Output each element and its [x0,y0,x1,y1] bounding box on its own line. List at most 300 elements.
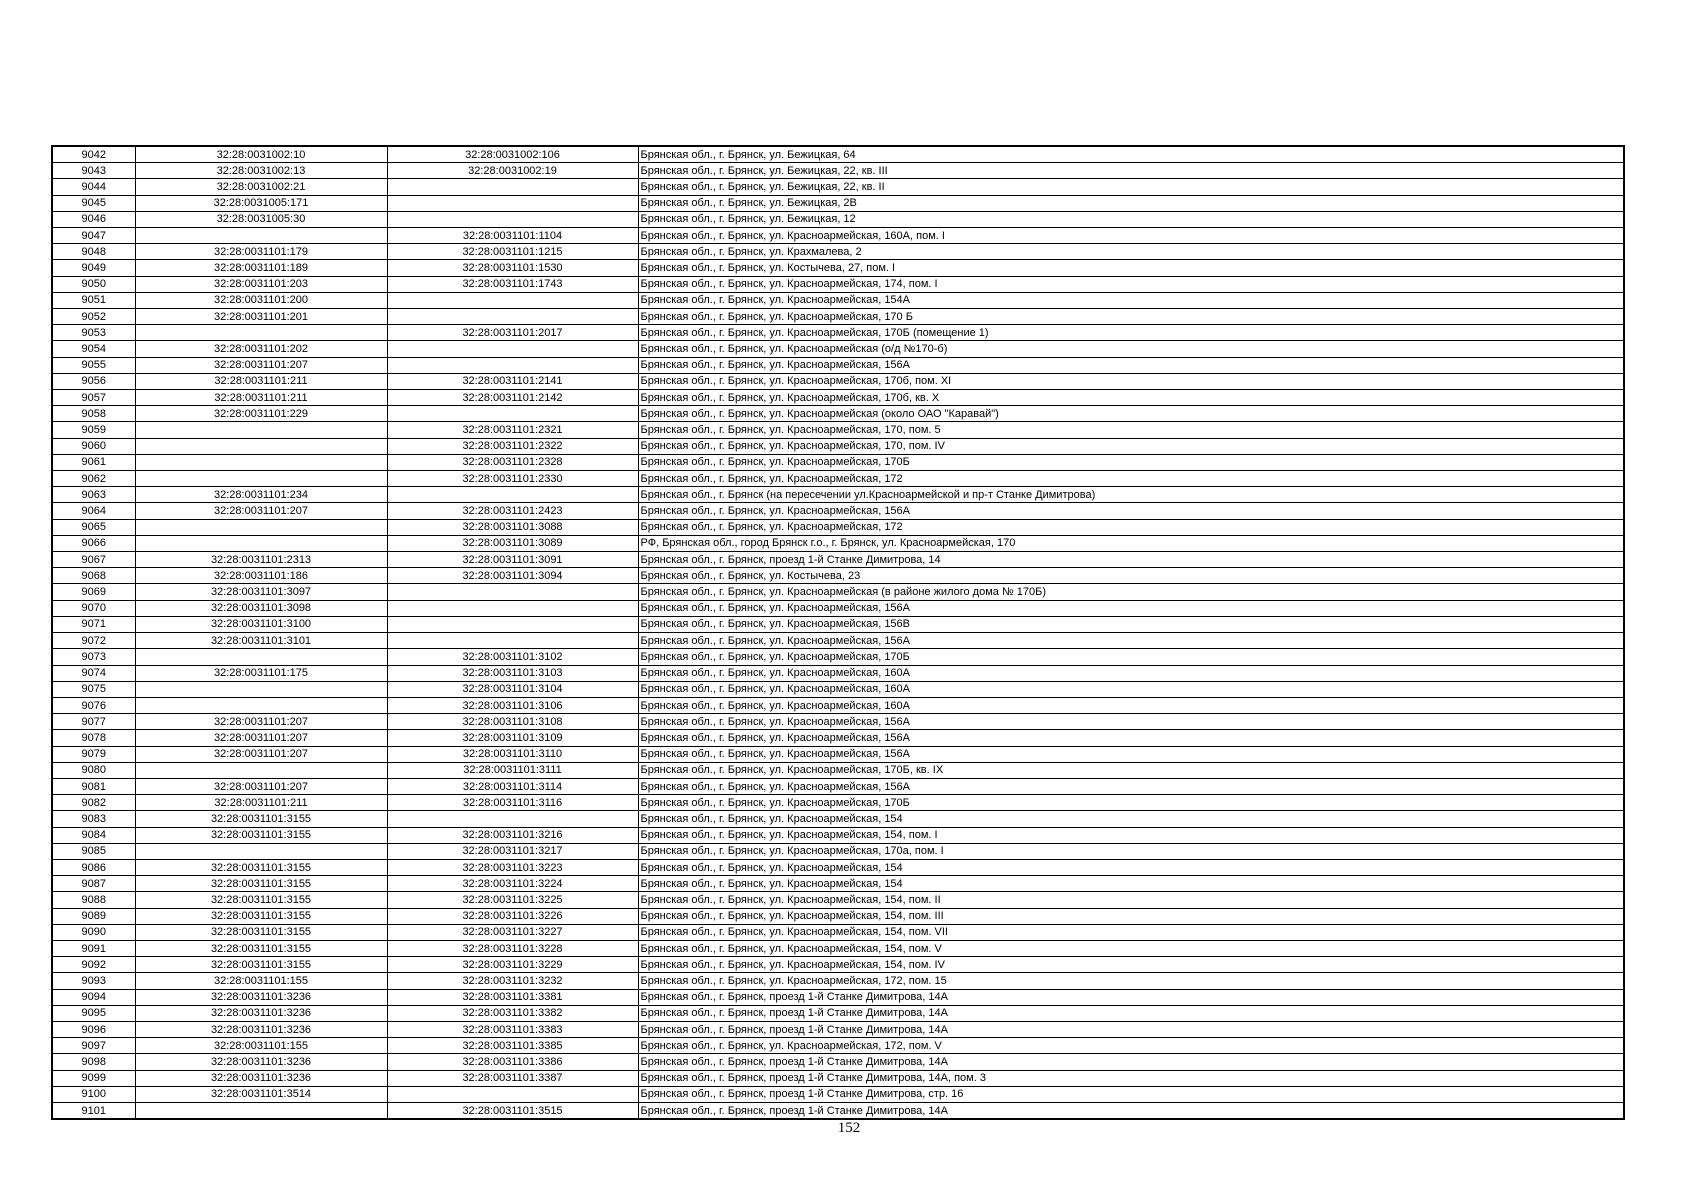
row-number-cell: 9098 [52,1054,135,1070]
object-cadastral-number-cell [387,179,638,195]
row-number-cell: 9080 [52,762,135,778]
row-number-cell: 9087 [52,876,135,892]
cadastral-number-cell: 32:28:0031101:202 [135,341,387,357]
cadastral-number-cell: 32:28:0031101:3155 [135,876,387,892]
cadastral-number-cell: 32:28:0031101:155 [135,973,387,989]
row-number-cell: 9085 [52,843,135,859]
row-number-cell: 9066 [52,535,135,551]
table-row [52,762,1624,778]
address-cell: Брянская обл., г. Брянск, ул. Красноармейская, 156А [638,778,1624,794]
cadastral-number-cell: 32:28:0031101:211 [135,795,387,811]
row-number-cell: 9043 [52,163,135,179]
table-row [52,1086,1624,1102]
cadastral-number-cell: 32:28:0031101:3236 [135,1070,387,1086]
cadastral-number-cell [135,1102,387,1119]
table-row [52,778,1624,794]
row-number-cell: 9048 [52,244,135,260]
address-cell: Брянская обл., г. Брянск, ул. Красноармейская, 170б, кв. X [638,390,1624,406]
address-cell: Брянская обл., г. Брянск, проезд 1-й Станке Димитрова, стр. 16 [638,1086,1624,1102]
object-cadastral-number-cell [387,211,638,227]
row-number-cell: 9049 [52,260,135,276]
row-number-cell: 9059 [52,422,135,438]
object-cadastral-number-cell [387,811,638,827]
object-cadastral-number-cell: 32:28:0031101:3227 [387,924,638,940]
table-row [52,519,1624,535]
object-cadastral-number-cell: 32:28:0031101:3228 [387,940,638,956]
cadastral-number-cell: 32:28:0031101:207 [135,357,387,373]
address-cell: Брянская обл., г. Брянск, ул. Красноармейская, 156А [638,357,1624,373]
table-row [52,211,1624,227]
page-number: 152 [837,1120,861,1136]
cadastral-number-cell [135,843,387,859]
table-row [52,228,1624,244]
address-cell: Брянская обл., г. Брянск, проезд 1-й Станке Димитрова, 14 [638,552,1624,568]
cadastral-number-cell: 32:28:0031101:3236 [135,1005,387,1021]
cadastral-number-cell: 32:28:0031101:203 [135,276,387,292]
table-row [52,552,1624,568]
cadastral-number-cell: 32:28:0031101:3100 [135,616,387,632]
row-number-cell: 9072 [52,633,135,649]
address-cell: Брянская обл., г. Брянск, ул. Крахмалева, 2 [638,244,1624,260]
table-row [52,163,1624,179]
table-row [52,390,1624,406]
address-cell: Брянская обл., г. Брянск, ул. Красноармейская, 160А [638,697,1624,713]
row-number-cell: 9086 [52,859,135,875]
table-row [52,357,1624,373]
object-cadastral-number-cell [387,341,638,357]
table-row [52,876,1624,892]
table-row [52,843,1624,859]
address-cell: Брянская обл., г. Брянск, ул. Красноармейская, 160А [638,681,1624,697]
cadastral-number-cell [135,325,387,341]
row-number-cell: 9053 [52,325,135,341]
object-cadastral-number-cell [387,487,638,503]
object-cadastral-number-cell: 32:28:0031101:3382 [387,1005,638,1021]
address-cell: Брянская обл., г. Брянск, ул. Красноармейская, 156В [638,616,1624,632]
cadastral-number-cell: 32:28:0031101:179 [135,244,387,260]
cadastral-number-cell: 32:28:0031005:171 [135,195,387,211]
cadastral-number-cell: 32:28:0031101:3155 [135,811,387,827]
row-number-cell: 9054 [52,341,135,357]
cadastral-number-cell: 32:28:0031101:207 [135,714,387,730]
cadastral-number-cell [135,454,387,470]
cadastral-number-cell: 32:28:0031101:175 [135,665,387,681]
cadastral-number-cell: 32:28:0031101:229 [135,406,387,422]
address-cell: Брянская обл., г. Брянск, ул. Красноармейская, 170, пом. IV [638,438,1624,454]
table-row [52,957,1624,973]
table-row [52,146,1624,163]
address-cell: Брянская обл., г. Брянск, ул. Красноармейская, 170Б, кв. IX [638,762,1624,778]
address-cell: Брянская обл., г. Брянск, ул. Красноармейская, 170Б [638,649,1624,665]
address-cell: Брянская обл., г. Брянск, ул. Красноармейская, 170а, пом. I [638,843,1624,859]
object-cadastral-number-cell: 32:28:0031101:3232 [387,973,638,989]
address-cell: РФ, Брянская обл., город Брянск г.о., г. Брянск, ул. Красноармейская, 170 [638,535,1624,551]
table-row [52,422,1624,438]
object-cadastral-number-cell: 32:28:0031101:3089 [387,535,638,551]
table-row [52,973,1624,989]
address-cell: Брянская обл., г. Брянск, ул. Красноармейская, 154, пом. IV [638,957,1624,973]
row-number-cell: 9097 [52,1038,135,1054]
table-row [52,811,1624,827]
table-row [52,616,1624,632]
row-number-cell: 9083 [52,811,135,827]
object-cadastral-number-cell: 32:28:0031101:2330 [387,471,638,487]
table-row [52,535,1624,551]
cadastral-number-cell: 32:28:0031101:3236 [135,1021,387,1037]
table-row [52,292,1624,308]
address-cell: Брянская обл., г. Брянск, ул. Красноармейская, 156А [638,730,1624,746]
cadastral-number-cell: 32:28:0031101:211 [135,390,387,406]
row-number-cell: 9082 [52,795,135,811]
object-cadastral-number-cell: 32:28:0031101:3224 [387,876,638,892]
property-registry-table [51,145,1625,1120]
object-cadastral-number-cell: 32:28:0031101:3383 [387,1021,638,1037]
object-cadastral-number-cell: 32:28:0031101:2017 [387,325,638,341]
cadastral-number-cell: 32:28:0031002:13 [135,163,387,179]
address-cell: Брянская обл., г. Брянск, ул. Красноармейская, 154 [638,876,1624,892]
table-row [52,438,1624,454]
object-cadastral-number-cell [387,357,638,373]
address-cell: Брянская обл., г. Брянск, ул. Красноармейская, 170Б [638,795,1624,811]
address-cell: Брянская обл., г. Брянск, проезд 1-й Станке Димитрова, 14А [638,1005,1624,1021]
table-row [52,260,1624,276]
object-cadastral-number-cell: 32:28:0031101:3111 [387,762,638,778]
cadastral-number-cell: 32:28:0031101:3098 [135,600,387,616]
address-cell: Брянская обл., г. Брянск, ул. Красноармейская, 156А [638,714,1624,730]
cadastral-number-cell: 32:28:0031101:3236 [135,1054,387,1070]
row-number-cell: 9090 [52,924,135,940]
row-number-cell: 9058 [52,406,135,422]
row-number-cell: 9078 [52,730,135,746]
cadastral-number-cell: 32:28:0031101:234 [135,487,387,503]
object-cadastral-number-cell [387,584,638,600]
object-cadastral-number-cell: 32:28:0031101:3385 [387,1038,638,1054]
object-cadastral-number-cell: 32:28:0031101:3229 [387,957,638,973]
row-number-cell: 9073 [52,649,135,665]
object-cadastral-number-cell [387,600,638,616]
row-number-cell: 9068 [52,568,135,584]
row-number-cell: 9077 [52,714,135,730]
cadastral-number-cell: 32:28:0031101:3155 [135,827,387,843]
address-cell: Брянская обл., г. Брянск, ул. Красноармейская, 156А [638,503,1624,519]
cadastral-number-cell: 32:28:0031101:2313 [135,552,387,568]
object-cadastral-number-cell: 32:28:0031101:3216 [387,827,638,843]
object-cadastral-number-cell: 32:28:0031101:2321 [387,422,638,438]
table-row [52,859,1624,875]
row-number-cell: 9060 [52,438,135,454]
row-number-cell: 9047 [52,228,135,244]
address-cell: Брянская обл., г. Брянск, ул. Красноармейская, 170б, пом. XI [638,373,1624,389]
cadastral-number-cell: 32:28:0031101:186 [135,568,387,584]
address-cell: Брянская обл., г. Брянск, ул. Костычева, 23 [638,568,1624,584]
row-number-cell: 9055 [52,357,135,373]
object-cadastral-number-cell: 32:28:0031101:2328 [387,454,638,470]
table-row [52,503,1624,519]
address-cell: Брянская обл., г. Брянск, ул. Красноармейская, 160А [638,665,1624,681]
table-row [52,649,1624,665]
table-row [52,341,1624,357]
table-row [52,325,1624,341]
row-number-cell: 9089 [52,908,135,924]
table-row [52,633,1624,649]
row-number-cell: 9093 [52,973,135,989]
row-number-cell: 9045 [52,195,135,211]
object-cadastral-number-cell: 32:28:0031101:3102 [387,649,638,665]
address-cell: Брянская обл., г. Брянск, ул. Бежицкая, 64 [638,146,1624,163]
cadastral-number-cell: 32:28:0031005:30 [135,211,387,227]
cadastral-number-cell: 32:28:0031101:155 [135,1038,387,1054]
object-cadastral-number-cell: 32:28:0031101:3116 [387,795,638,811]
address-cell: Брянская обл., г. Брянск, ул. Красноармейская, 156А [638,746,1624,762]
table-row [52,487,1624,503]
row-number-cell: 9042 [52,146,135,163]
document-page [51,145,1623,1120]
row-number-cell: 9070 [52,600,135,616]
row-number-cell: 9071 [52,616,135,632]
address-cell: Брянская обл., г. Брянск, ул. Красноармейская, 172, пом. V [638,1038,1624,1054]
table-row [52,746,1624,762]
address-cell: Брянская обл., г. Брянск, ул. Красноармейская (в районе жилого дома № 170Б) [638,584,1624,600]
address-cell: Брянская обл., г. Брянск, проезд 1-й Станке Димитрова, 14А, пом. 3 [638,1070,1624,1086]
address-cell: Брянская обл., г. Брянск, ул. Бежицкая, 2В [638,195,1624,211]
row-number-cell: 9074 [52,665,135,681]
row-number-cell: 9051 [52,292,135,308]
row-number-cell: 9065 [52,519,135,535]
address-cell: Брянская обл., г. Брянск, ул. Красноармейская (о/д №170-б) [638,341,1624,357]
row-number-cell: 9064 [52,503,135,519]
cadastral-number-cell: 32:28:0031101:3155 [135,957,387,973]
address-cell: Брянская обл., г. Брянск, ул. Красноармейская, 174, пом. I [638,276,1624,292]
row-number-cell: 9100 [52,1086,135,1102]
address-cell: Брянская обл., г. Брянск, ул. Красноармейская, 172 [638,471,1624,487]
object-cadastral-number-cell: 32:28:0031101:3114 [387,778,638,794]
cadastral-number-cell: 32:28:0031101:189 [135,260,387,276]
address-cell: Брянская обл., г. Брянск, ул. Красноармейская, 170Б (помещение 1) [638,325,1624,341]
row-number-cell: 9079 [52,746,135,762]
row-number-cell: 9088 [52,892,135,908]
cadastral-number-cell [135,422,387,438]
table-row [52,1102,1624,1119]
table-row [52,989,1624,1005]
table-row [52,1070,1624,1086]
object-cadastral-number-cell [387,616,638,632]
cadastral-number-cell [135,471,387,487]
table-row [52,584,1624,600]
table-row [52,568,1624,584]
table-row [52,795,1624,811]
row-number-cell: 9069 [52,584,135,600]
cadastral-number-cell [135,519,387,535]
address-cell: Брянская обл., г. Брянск, ул. Красноармейская, 172, пом. 15 [638,973,1624,989]
object-cadastral-number-cell: 32:28:0031101:3109 [387,730,638,746]
table-row [52,406,1624,422]
table-row [52,471,1624,487]
object-cadastral-number-cell: 32:28:0031101:3108 [387,714,638,730]
object-cadastral-number-cell [387,292,638,308]
table-row [52,697,1624,713]
table-body [52,146,1624,1119]
row-number-cell: 9067 [52,552,135,568]
cadastral-number-cell: 32:28:0031101:207 [135,730,387,746]
table-row [52,454,1624,470]
cadastral-number-cell [135,649,387,665]
object-cadastral-number-cell: 32:28:0031101:3225 [387,892,638,908]
row-number-cell: 9056 [52,373,135,389]
object-cadastral-number-cell: 32:28:0031101:2322 [387,438,638,454]
row-number-cell: 9052 [52,309,135,325]
cadastral-number-cell: 32:28:0031101:211 [135,373,387,389]
object-cadastral-number-cell: 32:28:0031101:3110 [387,746,638,762]
table-row [52,827,1624,843]
address-cell: Брянская обл., г. Брянск, ул. Красноармейская (около ОАО "Каравай") [638,406,1624,422]
table-row [52,714,1624,730]
address-cell: Брянская обл., г. Брянск, ул. Красноармейская, 160А, пом. I [638,228,1624,244]
address-cell: Брянская обл., г. Брянск, ул. Красноармейская, 154, пом. VII [638,924,1624,940]
row-number-cell: 9101 [52,1102,135,1119]
object-cadastral-number-cell: 32:28:0031002:106 [387,146,638,163]
object-cadastral-number-cell: 32:28:0031101:3386 [387,1054,638,1070]
table-row [52,373,1624,389]
table-row [52,892,1624,908]
address-cell: Брянская обл., г. Брянск, ул. Красноармейская, 170Б [638,454,1624,470]
cadastral-number-cell: 32:28:0031101:207 [135,503,387,519]
object-cadastral-number-cell [387,195,638,211]
row-number-cell: 9091 [52,940,135,956]
cadastral-number-cell: 32:28:0031101:3514 [135,1086,387,1102]
cadastral-number-cell: 32:28:0031101:207 [135,778,387,794]
row-number-cell: 9050 [52,276,135,292]
table-row [52,195,1624,211]
object-cadastral-number-cell: 32:28:0031101:3226 [387,908,638,924]
table-row [52,244,1624,260]
table-row [52,1038,1624,1054]
address-cell: Брянская обл., г. Брянск, проезд 1-й Станке Димитрова, 14А [638,1054,1624,1070]
cadastral-number-cell [135,697,387,713]
address-cell: Брянская обл., г. Брянск (на пересечении ул.Красноармейской и пр-т Станке Димитрова) [638,487,1624,503]
address-cell: Брянская обл., г. Брянск, ул. Красноармейская, 154, пом. III [638,908,1624,924]
object-cadastral-number-cell: 32:28:0031101:3217 [387,843,638,859]
table-row [52,600,1624,616]
address-cell: Брянская обл., г. Брянск, ул. Бежицкая, 22, кв. II [638,179,1624,195]
object-cadastral-number-cell: 32:28:0031101:1530 [387,260,638,276]
row-number-cell: 9099 [52,1070,135,1086]
cadastral-number-cell: 32:28:0031002:21 [135,179,387,195]
cadastral-number-cell: 32:28:0031101:201 [135,309,387,325]
object-cadastral-number-cell: 32:28:0031101:3223 [387,859,638,875]
object-cadastral-number-cell: 32:28:0031101:3104 [387,681,638,697]
object-cadastral-number-cell: 32:28:0031101:3515 [387,1102,638,1119]
address-cell: Брянская обл., г. Брянск, ул. Красноармейская, 154, пом. II [638,892,1624,908]
row-number-cell: 9094 [52,989,135,1005]
address-cell: Брянская обл., г. Брянск, проезд 1-й Станке Димитрова, 14А [638,989,1624,1005]
table-row [52,276,1624,292]
address-cell: Брянская обл., г. Брянск, проезд 1-й Станке Димитрова, 14А [638,1021,1624,1037]
object-cadastral-number-cell: 32:28:0031101:2141 [387,373,638,389]
row-number-cell: 9063 [52,487,135,503]
object-cadastral-number-cell: 32:28:0031101:1743 [387,276,638,292]
address-cell: Брянская обл., г. Брянск, ул. Бежицкая, 22, кв. III [638,163,1624,179]
table-row [52,1005,1624,1021]
address-cell: Брянская обл., г. Брянск, ул. Красноармейская, 154 [638,811,1624,827]
row-number-cell: 9046 [52,211,135,227]
table-row [52,940,1624,956]
address-cell: Брянская обл., г. Брянск, ул. Красноармейская, 170, пом. 5 [638,422,1624,438]
cadastral-number-cell: 32:28:0031101:3155 [135,908,387,924]
object-cadastral-number-cell: 32:28:0031101:1215 [387,244,638,260]
cadastral-number-cell: 32:28:0031101:3101 [135,633,387,649]
row-number-cell: 9095 [52,1005,135,1021]
table-row [52,1054,1624,1070]
address-cell: Брянская обл., г. Брянск, ул. Красноармейская, 154А [638,292,1624,308]
cadastral-number-cell: 32:28:0031101:207 [135,746,387,762]
cadastral-number-cell [135,228,387,244]
row-number-cell: 9057 [52,390,135,406]
row-number-cell: 9062 [52,471,135,487]
row-number-cell: 9081 [52,778,135,794]
object-cadastral-number-cell: 32:28:0031101:3387 [387,1070,638,1086]
row-number-cell: 9061 [52,454,135,470]
object-cadastral-number-cell [387,633,638,649]
cadastral-number-cell: 32:28:0031101:3155 [135,940,387,956]
cadastral-number-cell: 32:28:0031002:10 [135,146,387,163]
table-row [52,908,1624,924]
row-number-cell: 9075 [52,681,135,697]
cadastral-number-cell [135,535,387,551]
address-cell: Брянская обл., г. Брянск, ул. Красноармейская, 156А [638,633,1624,649]
object-cadastral-number-cell: 32:28:0031101:2142 [387,390,638,406]
table-row [52,309,1624,325]
row-number-cell: 9084 [52,827,135,843]
cadastral-number-cell: 32:28:0031101:3155 [135,859,387,875]
table-row [52,924,1624,940]
table-row [52,1021,1624,1037]
row-number-cell: 9092 [52,957,135,973]
object-cadastral-number-cell: 32:28:0031101:3094 [387,568,638,584]
object-cadastral-number-cell: 32:28:0031101:3091 [387,552,638,568]
address-cell: Брянская обл., г. Брянск, ул. Красноармейская, 172 [638,519,1624,535]
address-cell: Брянская обл., г. Брянск, проезд 1-й Станке Димитрова, 14А [638,1102,1624,1119]
cadastral-number-cell: 32:28:0031101:3155 [135,892,387,908]
cadastral-number-cell [135,438,387,454]
table-row [52,730,1624,746]
address-cell: Брянская обл., г. Брянск, ул. Костычева, 27, пом. I [638,260,1624,276]
address-cell: Брянская обл., г. Брянск, ул. Красноармейская, 154, пом. I [638,827,1624,843]
cadastral-number-cell: 32:28:0031101:200 [135,292,387,308]
address-cell: Брянская обл., г. Брянск, ул. Красноармейская, 154 [638,859,1624,875]
cadastral-number-cell: 32:28:0031101:3236 [135,989,387,1005]
row-number-cell: 9044 [52,179,135,195]
cadastral-number-cell [135,762,387,778]
cadastral-number-cell [135,681,387,697]
table-row [52,179,1624,195]
table-row [52,681,1624,697]
object-cadastral-number-cell: 32:28:0031101:3103 [387,665,638,681]
object-cadastral-number-cell [387,1086,638,1102]
cadastral-number-cell: 32:28:0031101:3155 [135,924,387,940]
object-cadastral-number-cell: 32:28:0031101:3381 [387,989,638,1005]
address-cell: Брянская обл., г. Брянск, ул. Красноармейская, 154, пом. V [638,940,1624,956]
row-number-cell: 9096 [52,1021,135,1037]
object-cadastral-number-cell: 32:28:0031002:19 [387,163,638,179]
object-cadastral-number-cell [387,406,638,422]
object-cadastral-number-cell: 32:28:0031101:2423 [387,503,638,519]
address-cell: Брянская обл., г. Брянск, ул. Красноармейская, 170 Б [638,309,1624,325]
object-cadastral-number-cell: 32:28:0031101:1104 [387,228,638,244]
object-cadastral-number-cell: 32:28:0031101:3088 [387,519,638,535]
object-cadastral-number-cell [387,309,638,325]
row-number-cell: 9076 [52,697,135,713]
address-cell: Брянская обл., г. Брянск, ул. Красноармейская, 156А [638,600,1624,616]
